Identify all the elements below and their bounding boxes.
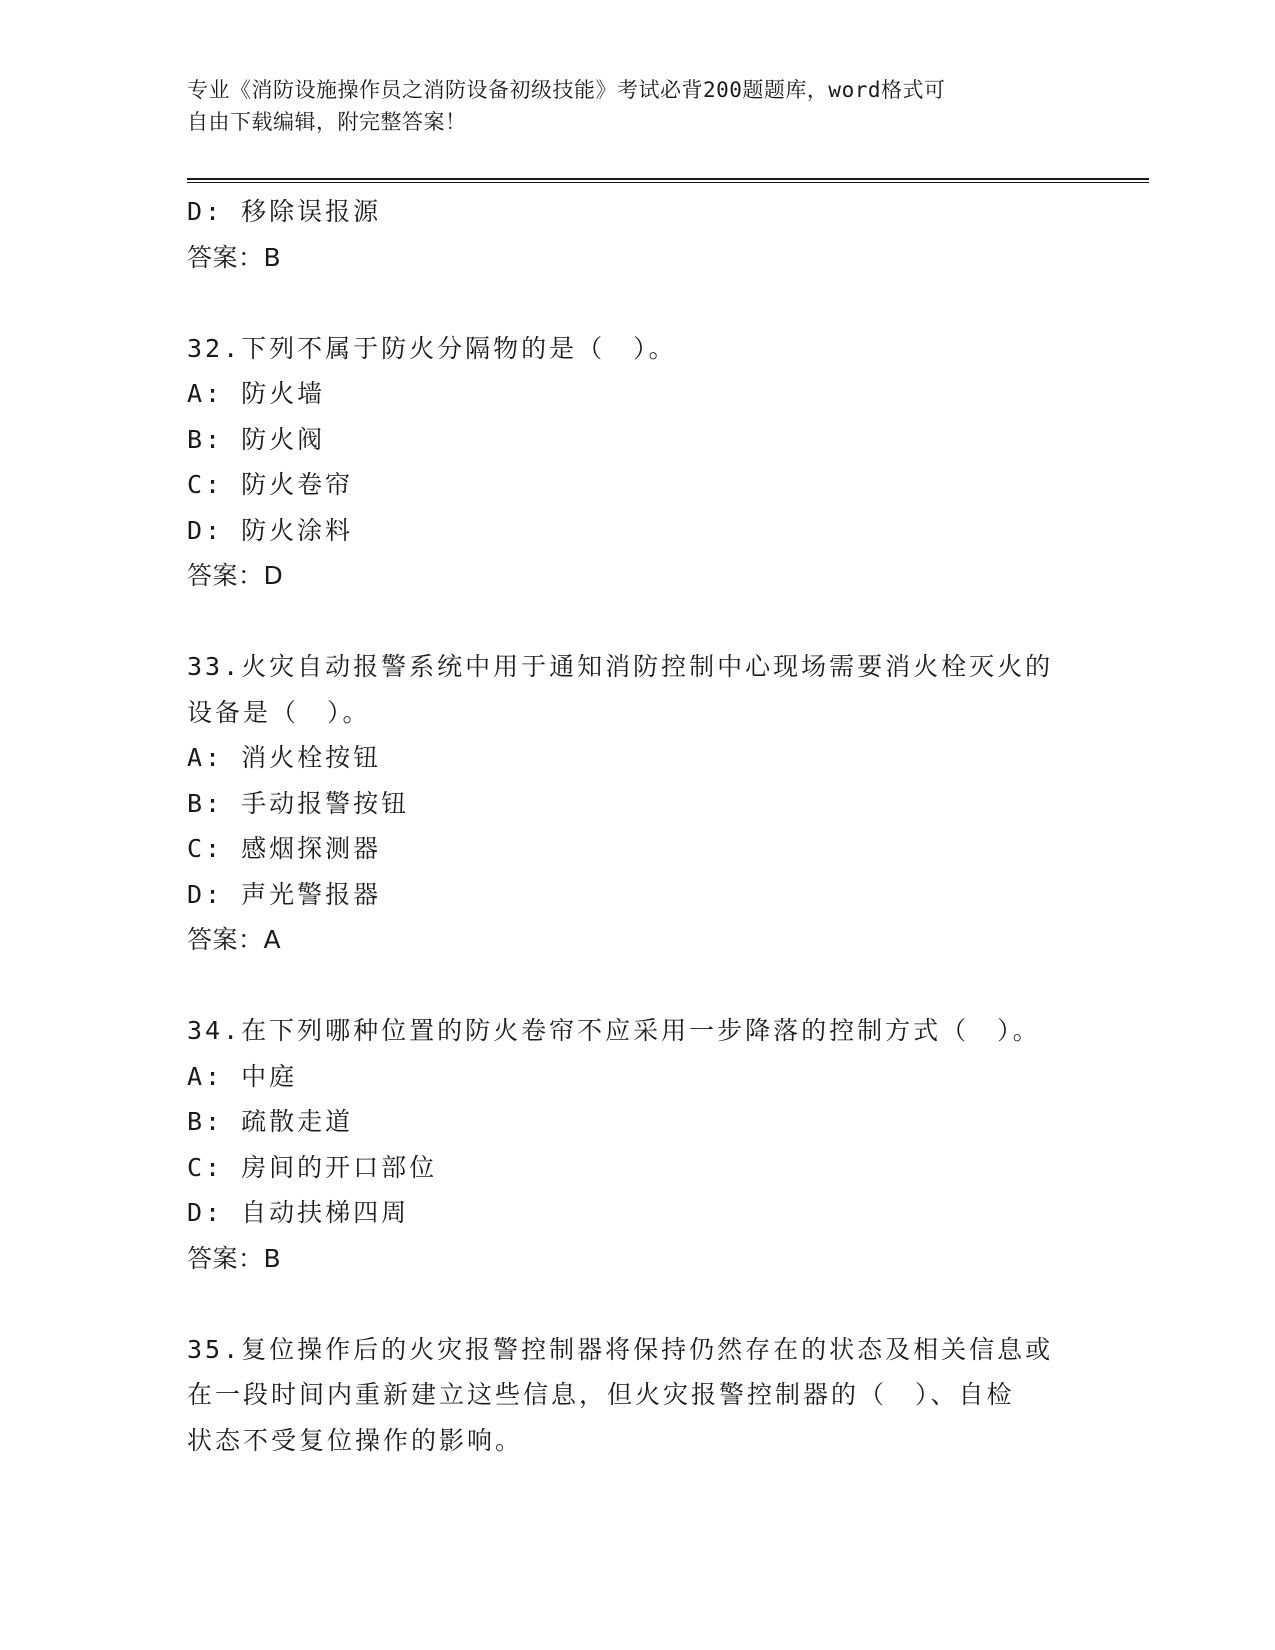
- question-33-option-c: C: 感烟探测器: [187, 834, 382, 863]
- question-35-stem-line-3: 状态不受复位操作的影响。: [187, 1425, 524, 1455]
- question-35: [187, 1327, 1087, 1464]
- question-32-option-b: B: 防火阀: [187, 424, 326, 454]
- question-33-stem-line-1: 33.火灾自动报警系统中用于通知消防控制中心现场需要消火栓灭火的: [187, 652, 1054, 681]
- spacer: [187, 280, 1087, 326]
- question-33-option-b: B: 手动报警按钮: [187, 788, 410, 818]
- prev-option-d: D: 移除误报源: [187, 197, 382, 226]
- header-rule-thin: [187, 182, 1149, 183]
- question-34-option-a: A: 中庭: [187, 1061, 298, 1091]
- question-34: [187, 1008, 1087, 1281]
- question-list: [187, 189, 1087, 1463]
- question-34-option-b: B: 疏散走道: [187, 1107, 354, 1136]
- question-34-option-c: C: 房间的开口部位: [187, 1152, 438, 1182]
- question-35-stem-line-2: 在一段时间内重新建立这些信息，但火灾报警控制器的（ ）、自检: [187, 1380, 1015, 1409]
- header-line-1: 专业《消防设施操作员之消防设备初级技能》考试必背200题题库，word格式可: [187, 78, 946, 102]
- question-32-option-a: A: 防火墙: [187, 379, 326, 408]
- spacer: [187, 1281, 1087, 1327]
- prev-answer: 答案：B: [187, 242, 282, 272]
- question-32: [187, 326, 1087, 599]
- question-35-stem-line-1: 35.复位操作后的火灾报警控制器将保持仍然存在的状态及相关信息或: [187, 1334, 1054, 1364]
- question-32-option-d: D: 防火涂料: [187, 515, 354, 545]
- header-rule-thick: [187, 178, 1149, 180]
- spacer: [187, 599, 1087, 645]
- question-33: [187, 644, 1087, 963]
- spacer: [187, 963, 1087, 1009]
- question-34-answer: 答案：B: [187, 1243, 282, 1273]
- question-32-answer: 答案：D: [187, 561, 284, 590]
- question-32-stem: 32.下列不属于防火分隔物的是（ ）。: [187, 333, 677, 363]
- question-33-stem-line-2: 设备是（ ）。: [187, 697, 371, 727]
- question-34-option-d: D: 自动扶梯四周: [187, 1198, 410, 1227]
- question-34-stem: 34.在下列哪种位置的防火卷帘不应采用一步降落的控制方式（ ）。: [187, 1016, 1041, 1045]
- question-33-answer: 答案：A: [187, 925, 282, 954]
- document-header: [187, 74, 1087, 138]
- question-33-option-d: D: 声光警报器: [187, 879, 382, 909]
- header-line-2: 自由下载编辑，附完整答案！: [187, 110, 467, 134]
- question-33-option-a: A: 消火栓按钮: [187, 743, 382, 772]
- question-32-option-c: C: 防火卷帘: [187, 470, 354, 499]
